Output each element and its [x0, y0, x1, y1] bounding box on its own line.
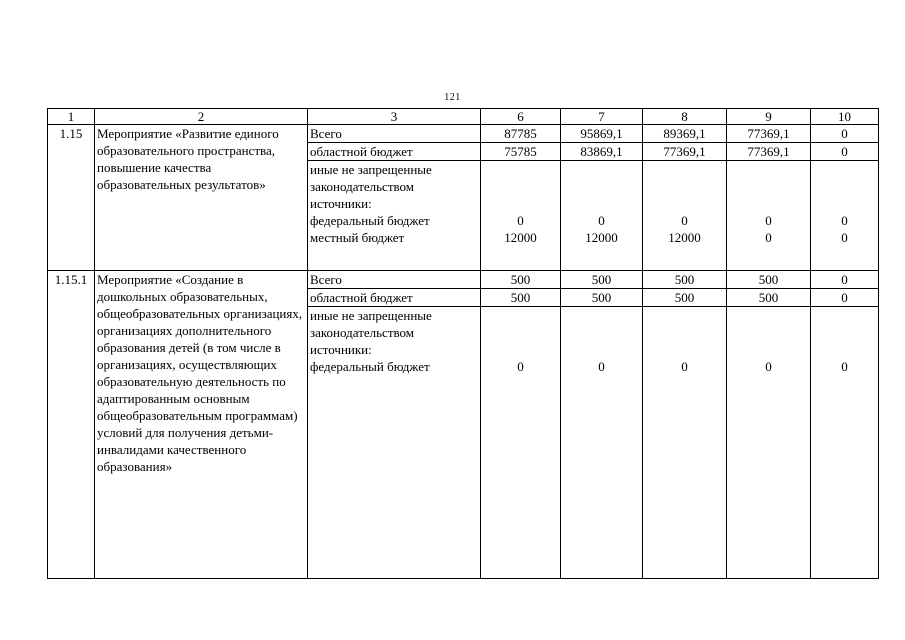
column-header: 10: [811, 109, 879, 125]
value-cell: 87785: [481, 125, 561, 143]
measure-description: Мероприятие «Создание в дошкольных образовательных, общеобразовательных организациях, организациях дополнительного образования детей (в том числе в организациях, осуществляющих образовательную деятельность по адаптированным основным общеобразовательным программам) условий для получения детьми-инвалидами качественного образования»: [95, 271, 308, 579]
source-label: иные не запрещенные законодательством источники: федеральный бюджет местный бюджет: [308, 161, 481, 271]
row-number: 1.15.1: [48, 271, 95, 579]
value-cell: 500: [561, 289, 643, 307]
value-cell: 77369,1: [727, 125, 811, 143]
value-cell: 500: [643, 271, 727, 289]
value-cell: 0 0: [811, 161, 879, 271]
value-cell: 500: [643, 289, 727, 307]
value-cell: 0: [727, 307, 811, 579]
value-cell: 0 12000: [481, 161, 561, 271]
value-cell: 83869,1: [561, 143, 643, 161]
value-cell: 0: [811, 143, 879, 161]
source-label: областной бюджет: [308, 289, 481, 307]
value-cell: 77369,1: [643, 143, 727, 161]
row-number: 1.15: [48, 125, 95, 271]
column-header: 3: [308, 109, 481, 125]
source-label: областной бюджет: [308, 143, 481, 161]
column-header: 1: [48, 109, 95, 125]
column-header: 9: [727, 109, 811, 125]
value-cell: 75785: [481, 143, 561, 161]
value-cell: 500: [481, 289, 561, 307]
value-cell: 0 12000: [643, 161, 727, 271]
value-cell: 0 12000: [561, 161, 643, 271]
table-row: [48, 271, 879, 289]
value-cell: 0: [643, 307, 727, 579]
value-cell: 89369,1: [643, 125, 727, 143]
column-header: 6: [481, 109, 561, 125]
value-cell: 77369,1: [727, 143, 811, 161]
column-header: 2: [95, 109, 308, 125]
budget-table: [47, 108, 879, 579]
value-cell: 0 0: [727, 161, 811, 271]
table-row: [48, 125, 879, 143]
table-header-row: [48, 109, 879, 125]
value-cell: 500: [727, 289, 811, 307]
measure-description: Мероприятие «Развитие единого образовательного пространства, повышение качества образовательных результатов»: [95, 125, 308, 271]
column-header: 7: [561, 109, 643, 125]
source-label: иные не запрещенные законодательством источники: федеральный бюджет: [308, 307, 481, 579]
value-cell: 0: [481, 307, 561, 579]
value-cell: 500: [727, 271, 811, 289]
value-cell: 500: [561, 271, 643, 289]
value-cell: 0: [561, 307, 643, 579]
value-cell: 0: [811, 125, 879, 143]
value-cell: 0: [811, 289, 879, 307]
value-cell: 0: [811, 307, 879, 579]
value-cell: 95869,1: [561, 125, 643, 143]
page-number: 121: [444, 92, 461, 103]
source-label: Всего: [308, 125, 481, 143]
value-cell: 500: [481, 271, 561, 289]
column-header: 8: [643, 109, 727, 125]
value-cell: 0: [811, 271, 879, 289]
source-label: Всего: [308, 271, 481, 289]
